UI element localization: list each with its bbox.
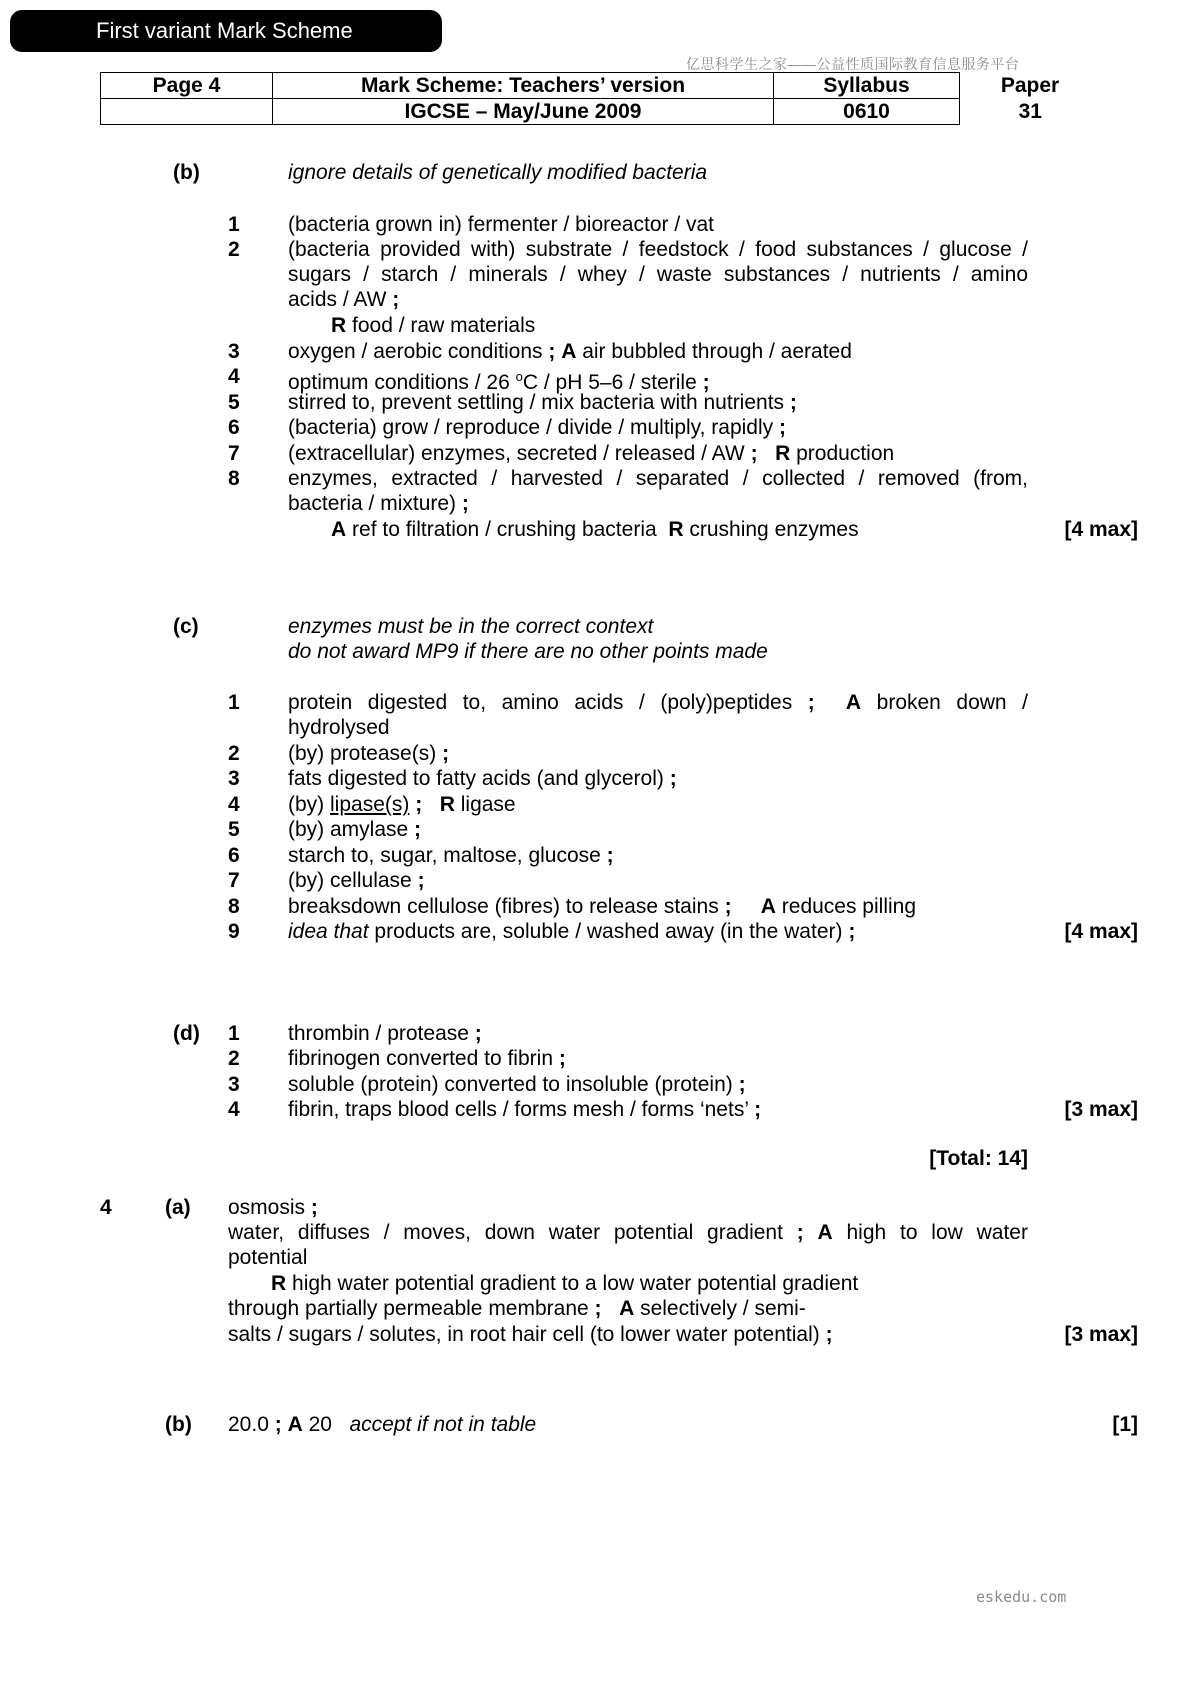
marks-allocation: [1] (1112, 1413, 1138, 1436)
question-number: 4 (100, 1196, 112, 1219)
marks-allocation: [4 max] (1064, 518, 1138, 541)
point-number: 3 (228, 767, 240, 790)
part-label: (c) (173, 615, 199, 638)
point-number: 2 (228, 742, 240, 765)
variant-banner: First variant Mark Scheme (10, 10, 442, 52)
mark-point: (bacteria grown in) fermenter / bioreactor / vat (288, 213, 715, 236)
point-number: 2 (228, 1047, 240, 1070)
header-table (100, 72, 1101, 125)
mark-point: stirred to, prevent settling / mix bacteria with nutrients ; (288, 391, 797, 414)
header-page: Page 4 (101, 73, 273, 99)
mark-point: salts / sugars / solutes, in root hair cell (to lower water potential) ; (228, 1323, 833, 1346)
point-number: 7 (228, 442, 240, 465)
point-number: 5 (228, 818, 240, 841)
point-line: hydrolysed (288, 716, 390, 739)
mark-point: (by) protease(s) ; (288, 742, 450, 765)
point-number: 4 (228, 1098, 240, 1121)
point-number: 2 (228, 238, 240, 261)
marking-note: ignore details of genetically modified bacteria (288, 161, 708, 184)
point-line: sugars / starch / minerals / whey / waste substances / nutrients / amino (288, 263, 1028, 286)
header-syllabus-code: 0610 (774, 99, 960, 125)
point-line: protein digested to, amino acids / (poly)peptides ; A broken down / (288, 691, 1028, 714)
mark-point: (by) amylase ; (288, 818, 422, 841)
mark-point (228, 1220, 1028, 1270)
point-line: potential (228, 1246, 308, 1269)
part-label: (b) (165, 1413, 192, 1436)
marking-note: enzymes must be in the correct context (288, 615, 654, 638)
point-number: 6 (228, 844, 240, 867)
point-number: 6 (228, 416, 240, 439)
header-exam: IGCSE – May/June 2009 (273, 99, 774, 125)
footer-site: eskedu.com (976, 1588, 1067, 1606)
accept-note: A ref to filtration / crushing bacteria R crushing enzymes (331, 518, 859, 541)
point-number: 8 (228, 467, 240, 490)
point-line: (bacteria provided with) substrate / feedstock / food substances / glucose / (288, 238, 1028, 261)
mark-point: idea that products are, soluble / washed away (in the water) ; (288, 920, 856, 943)
part-label: (b) (173, 161, 200, 184)
part-label: (a) (165, 1196, 191, 1219)
watermark-text: 亿思科学生之家——公益性质国际教育信息服务平台 (686, 56, 1020, 72)
mark-point (288, 237, 1028, 312)
mark-point: breaksdown cellulose (fibres) to release stains ; A reduces pilling (288, 895, 917, 918)
point-line: enzymes, extracted / harvested / separated / collected / removed (from, (288, 467, 1028, 490)
header-empty-cell (101, 99, 273, 125)
marking-note: do not award MP9 if there are no other points made (288, 640, 768, 663)
point-number: 4 (228, 365, 240, 388)
point-number: 4 (228, 793, 240, 816)
marks-allocation: [3 max] (1064, 1323, 1138, 1346)
mark-point: osmosis ; (228, 1196, 318, 1219)
mark-point: 20.0 ; A 20 accept if not in table (228, 1413, 537, 1436)
point-number: 9 (228, 920, 240, 943)
mark-point: (bacteria) grow / reproduce / divide / multiply, rapidly ; (288, 416, 786, 439)
point-number: 1 (228, 213, 240, 236)
point-number: 1 (228, 691, 240, 714)
mark-point: starch to, sugar, maltose, glucose ; (288, 844, 614, 867)
mark-point (288, 690, 1028, 740)
header-paper-number: 31 (1018, 100, 1042, 123)
question-total: [Total: 14] (929, 1147, 1028, 1170)
part-label: (d) (173, 1022, 200, 1045)
mark-point: (by) lipase(s) ; R ligase (288, 793, 516, 816)
mark-point (288, 466, 1028, 516)
mark-point: thrombin / protease ; (288, 1022, 482, 1045)
point-number: 5 (228, 391, 240, 414)
header-syllabus-label: Syllabus (774, 73, 960, 99)
point-line: water, diffuses / moves, down water potential gradient ; A high to low water (228, 1221, 1028, 1244)
mark-point: fats digested to fatty acids (and glycerol) ; (288, 767, 677, 790)
mark-point: (extracellular) enzymes, secreted / released / AW ; R production (288, 442, 895, 465)
mark-point: soluble (protein) converted to insoluble (protein) ; (288, 1073, 746, 1096)
point-number: 1 (228, 1022, 240, 1045)
mark-point: fibrin, traps blood cells / forms mesh / forms ‘nets’ ; (288, 1098, 762, 1121)
point-line: bacteria / mixture) ; (288, 492, 469, 515)
mark-point: through partially permeable membrane ; A selectively / semi- (228, 1297, 806, 1320)
point-number: 7 (228, 869, 240, 892)
mark-point: (by) cellulase ; (288, 869, 425, 892)
header-paper-label: Paper (1000, 74, 1060, 97)
mark-point: oxygen / aerobic conditions ; A air bubbled through / aerated (288, 340, 852, 363)
mark-point: fibrinogen converted to fibrin ; (288, 1047, 566, 1070)
mark-point: optimum conditions / 26 $^o$C / pH 5–6 / sterile ; (288, 369, 710, 394)
marks-allocation: [3 max] (1064, 1098, 1138, 1121)
marks-allocation: [4 max] (1064, 920, 1138, 943)
point-number: 3 (228, 340, 240, 363)
point-number: 8 (228, 895, 240, 918)
reject-note: R high water potential gradient to a low water potential gradient (271, 1272, 859, 1295)
header-title: Mark Scheme: Teachers’ version (273, 73, 774, 99)
point-line: acids / AW ; (288, 288, 400, 311)
point-number: 3 (228, 1073, 240, 1096)
reject-note: R food / raw materials (331, 314, 536, 337)
